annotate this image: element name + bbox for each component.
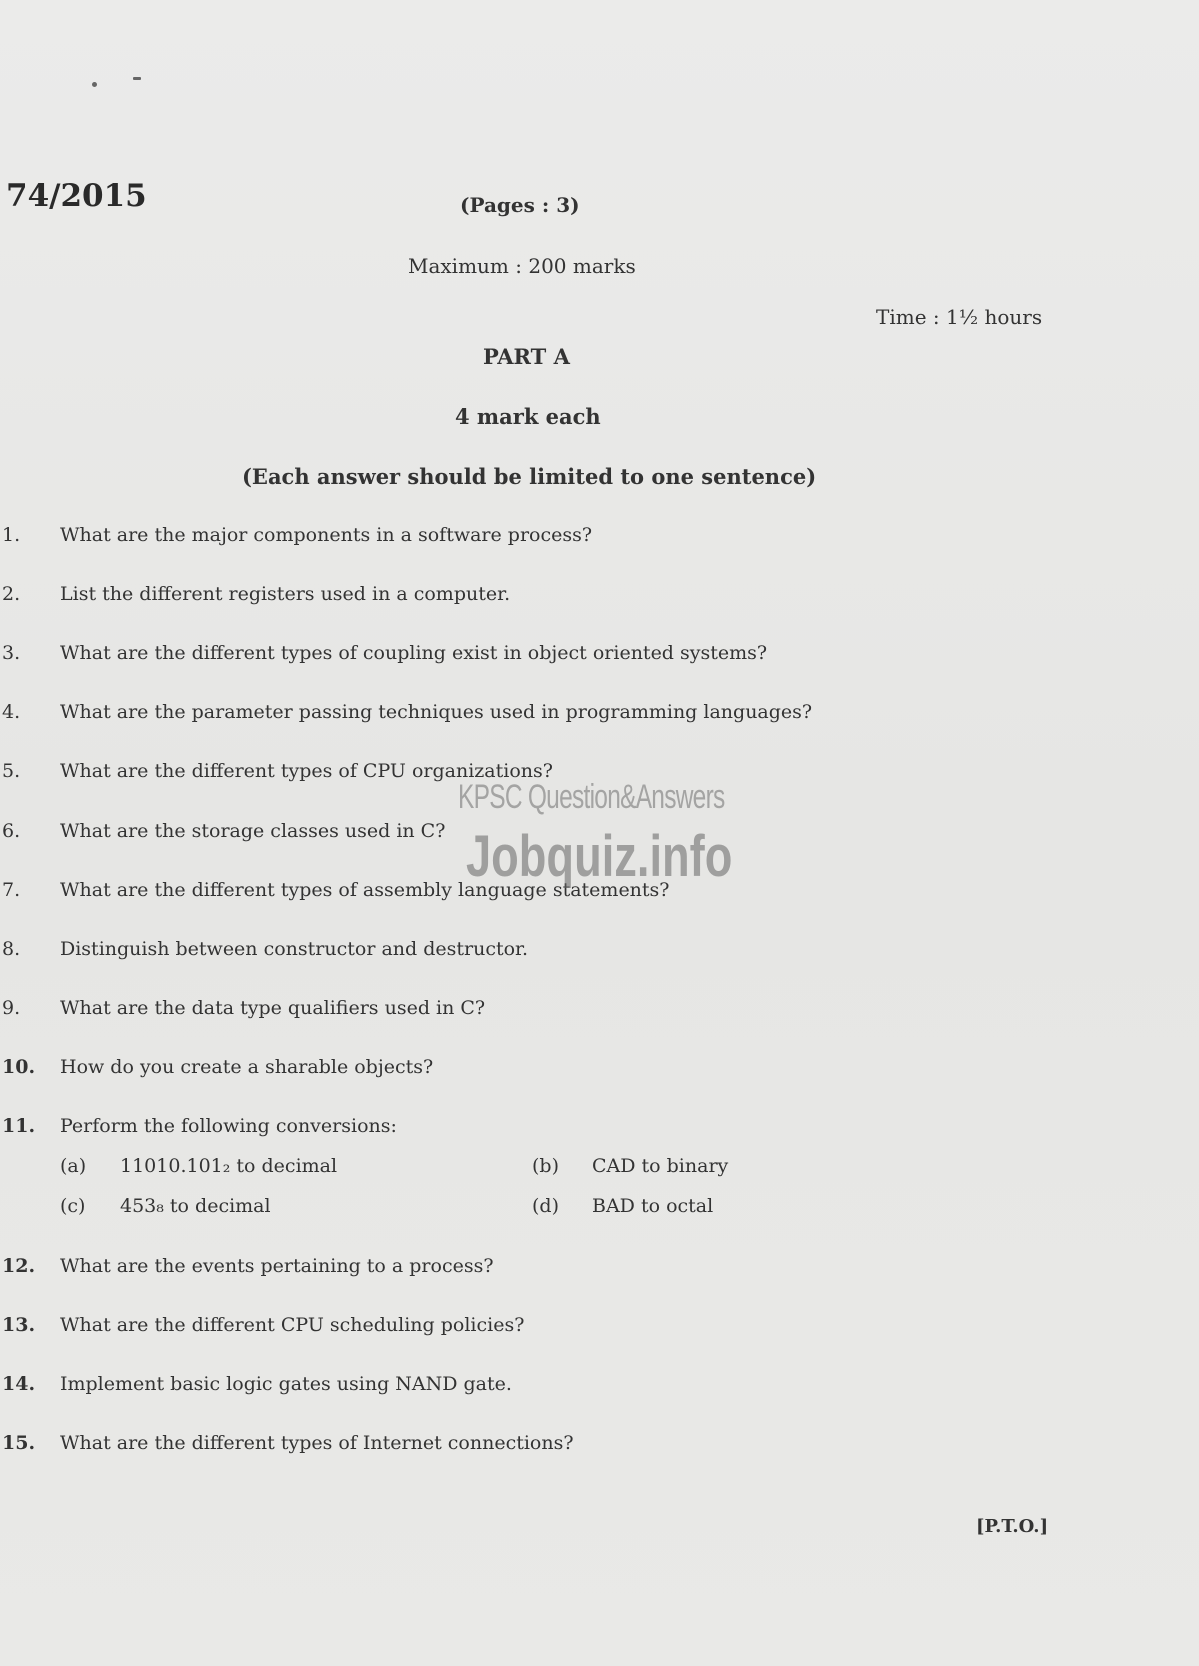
question-text: What are the events pertaining to a process? [60,1255,494,1277]
question-number: 9. [2,997,21,1019]
question-text: What are the major components in a software process? [60,524,593,546]
question-number: 10. [2,1056,36,1078]
time-allowed: Time : 1½ hours [876,305,1043,329]
question-number: 5. [2,760,21,782]
conversion-label: (d) [532,1195,559,1217]
answer-instruction: (Each answer should be limited to one sentence) [242,464,817,489]
conversion-text: 453₈ to decimal [120,1195,271,1217]
watermark-line-2: Jobquiz.info [466,824,733,889]
conversion-label: (b) [532,1155,559,1177]
question-text: Implement basic logic gates using NAND gate. [60,1373,512,1395]
scan-speck [133,77,141,80]
question-text: Distinguish between constructor and destructor. [60,938,529,960]
please-turn-over: [P.T.O.] [976,1516,1049,1537]
question-text: What are the different types of Internet connections? [60,1432,574,1454]
question-number: 3. [2,642,21,664]
question-number: 7. [2,879,21,901]
question-text: What are the different CPU scheduling policies? [60,1314,525,1336]
question-text: Perform the following conversions: [60,1115,397,1137]
question-text: What are the storage classes used in C? [60,820,446,842]
exam-code: 74/2015 [6,178,147,214]
question-number: 8. [2,938,21,960]
question-text: What are the data type qualifiers used in C? [60,997,486,1019]
conversion-label: (c) [60,1195,86,1217]
scan-speck [92,82,97,87]
question-number: 14. [2,1373,36,1395]
question-number: 6. [2,820,21,842]
question-number: 11. [2,1115,36,1137]
conversion-label: (a) [60,1155,87,1177]
page-count: (Pages : 3) [460,193,580,217]
question-text: What are the parameter passing techniques used in programming languages? [60,701,813,723]
watermark-line-1: KPSC Question&Answers [458,778,725,816]
question-text: What are the different types of assembly language statements? [60,879,670,901]
question-number: 4. [2,701,21,723]
question-number: 15. [2,1432,36,1454]
question-number: 1. [2,524,21,546]
marks-each: 4 mark each [455,404,601,429]
conversion-text: BAD to octal [592,1195,714,1217]
question-text: What are the different types of coupling exist in object oriented systems? [60,642,768,664]
conversion-text: CAD to binary [592,1155,729,1177]
maximum-marks: Maximum : 200 marks [408,254,636,278]
question-text: List the different registers used in a computer. [60,583,511,605]
question-text: How do you create a sharable objects? [60,1056,434,1078]
question-number: 2. [2,583,21,605]
question-number: 12. [2,1255,36,1277]
conversion-text: 11010.101₂ to decimal [120,1155,338,1177]
question-text: What are the different types of CPU organizations? [60,760,553,782]
part-title: PART A [483,344,570,369]
question-number: 13. [2,1314,36,1336]
